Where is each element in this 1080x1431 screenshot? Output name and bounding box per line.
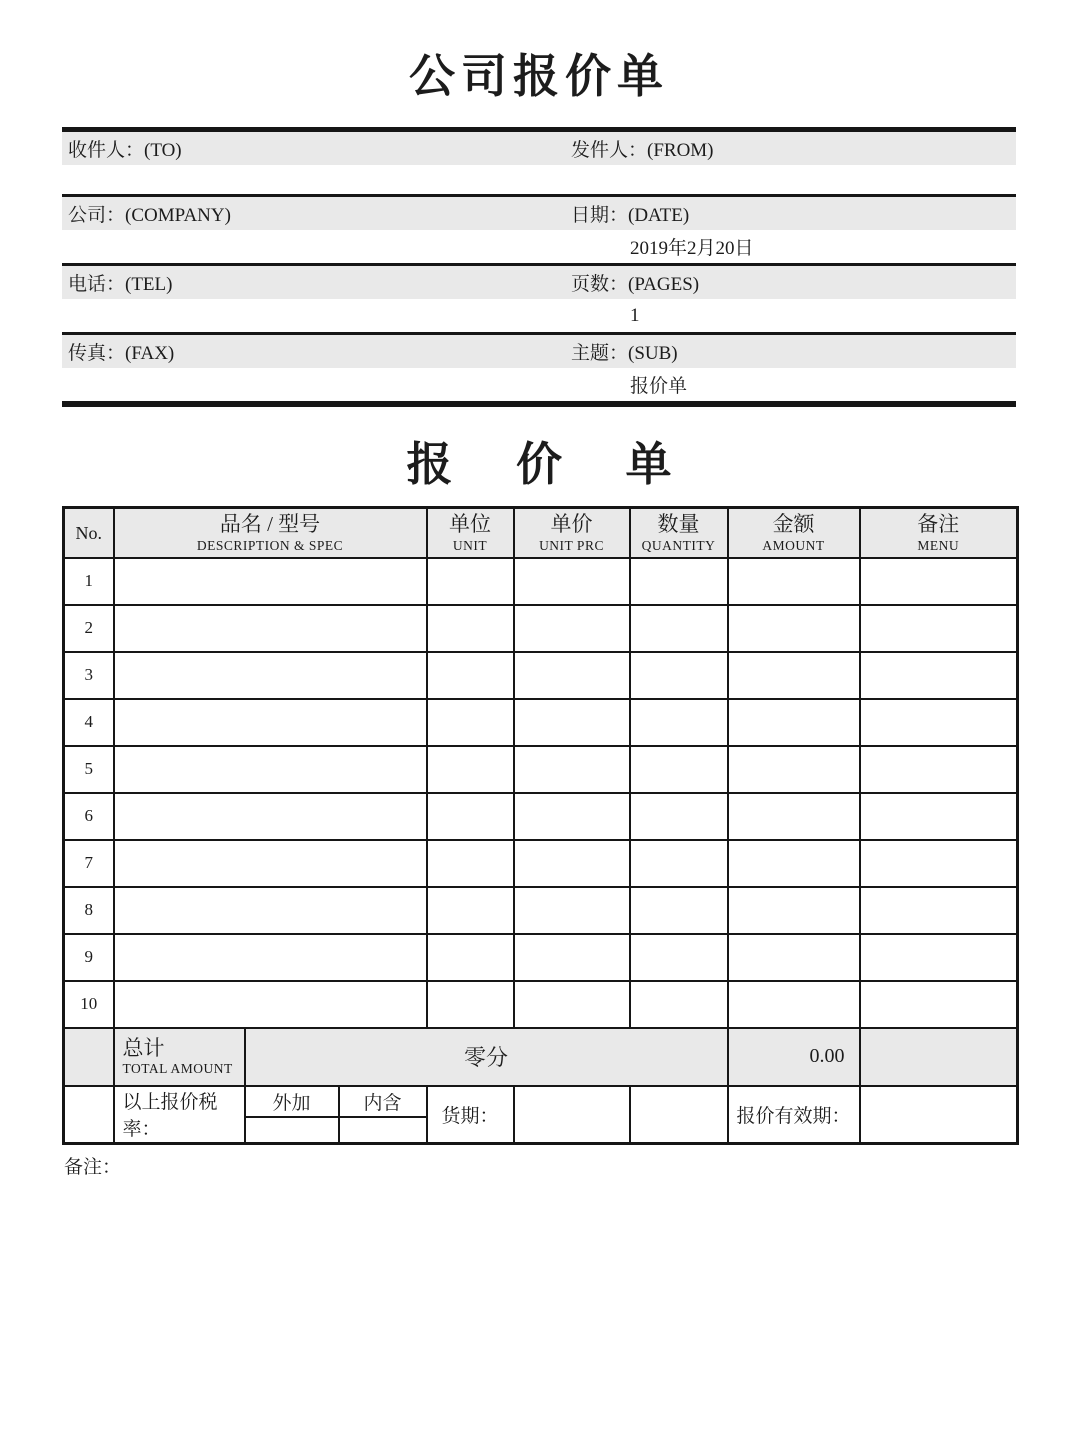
table-row <box>64 793 1018 840</box>
cell-quantity[interactable] <box>630 981 728 1028</box>
total-row-memo-cell <box>860 1028 1018 1086</box>
to-label: 收件人：(TO) <box>68 140 182 161</box>
header-row-tel-pages-values <box>62 299 1016 332</box>
total-label-zh: 总计 <box>122 1036 165 1060</box>
header-row-company-date-values <box>62 230 1016 263</box>
col-header-no <box>64 508 114 558</box>
col-header-unit: 单位 UNIT <box>427 508 514 558</box>
tax-extra-value[interactable] <box>246 1118 338 1142</box>
pages-label: 页数：(PAGES) <box>571 274 700 295</box>
date-value[interactable]: 2019年2月20日 <box>630 238 754 259</box>
cell-unit-price[interactable] <box>514 981 630 1028</box>
total-label-en: TOTAL AMOUNT <box>122 1061 233 1076</box>
cell-unit-price[interactable] <box>514 605 630 652</box>
cell-unit-price[interactable] <box>514 558 630 605</box>
row-number: 8 <box>64 887 114 934</box>
date-label: 日期：(DATE) <box>571 205 690 226</box>
cell-description[interactable] <box>114 699 427 746</box>
row-number: 6 <box>64 793 114 840</box>
cell-memo[interactable] <box>860 840 1018 887</box>
row-number: 10 <box>64 981 114 1028</box>
row-number: 5 <box>64 746 114 793</box>
cell-amount[interactable] <box>728 558 860 605</box>
col-header-amount: 金额 AMOUNT <box>728 508 860 558</box>
cell-amount[interactable] <box>728 793 860 840</box>
cell-unit-price[interactable] <box>514 699 630 746</box>
fax-label: 传真：(FAX) <box>68 343 175 364</box>
cell-amount[interactable] <box>728 934 860 981</box>
cell-quantity[interactable] <box>630 652 728 699</box>
table-header-row <box>64 508 1018 558</box>
cell-memo[interactable] <box>860 652 1018 699</box>
cell-unit[interactable] <box>427 934 514 981</box>
quotation-sheet <box>62 0 1016 1179</box>
col-header-unit-price: 单价 UNIT PRC <box>514 508 630 558</box>
cell-unit[interactable] <box>427 605 514 652</box>
cell-unit[interactable] <box>427 887 514 934</box>
table-row <box>64 746 1018 793</box>
col-header-no-label: No. <box>75 522 102 543</box>
cell-description[interactable] <box>114 652 427 699</box>
cell-amount[interactable] <box>728 699 860 746</box>
cell-unit-price[interactable] <box>514 652 630 699</box>
quotation-table <box>62 506 1019 1145</box>
cell-unit[interactable] <box>427 981 514 1028</box>
cell-description[interactable] <box>114 981 427 1028</box>
cell-amount[interactable] <box>728 981 860 1028</box>
cell-quantity[interactable] <box>630 793 728 840</box>
table-row <box>64 887 1018 934</box>
tax-row-spacer <box>64 1086 114 1144</box>
page-title: 公司报价单 <box>409 51 669 102</box>
total-row <box>64 1028 1018 1086</box>
cell-quantity[interactable] <box>630 887 728 934</box>
header-row-to-from-values <box>62 165 1016 194</box>
header-row-tel-pages <box>62 266 1016 299</box>
row-number: 2 <box>64 605 114 652</box>
delivery-label: 货期： <box>427 1086 514 1144</box>
table-row <box>64 605 1018 652</box>
col-header-description: 品名 / 型号 DESCRIPTION & SPEC <box>114 508 427 558</box>
cell-description[interactable] <box>114 746 427 793</box>
cell-unit[interactable] <box>427 652 514 699</box>
row-number: 7 <box>64 840 114 887</box>
sub-value[interactable]: 报价单 <box>630 376 688 397</box>
header-row-fax-sub-values <box>62 368 1016 401</box>
cell-memo[interactable] <box>860 934 1018 981</box>
cell-unit-price[interactable] <box>514 887 630 934</box>
tax-row-empty-cell[interactable] <box>630 1086 728 1144</box>
cell-memo[interactable] <box>860 605 1018 652</box>
tax-row <box>64 1086 1018 1144</box>
divider-double-bottom <box>62 401 1016 407</box>
cell-memo[interactable] <box>860 981 1018 1028</box>
cell-unit[interactable] <box>427 793 514 840</box>
header-row-to-from <box>62 132 1016 165</box>
cell-unit[interactable] <box>427 840 514 887</box>
cell-memo[interactable] <box>860 699 1018 746</box>
cell-amount[interactable] <box>728 887 860 934</box>
tax-included-cell <box>339 1086 427 1144</box>
col-header-quantity: 数量 QUANTITY <box>630 508 728 558</box>
tax-rate-label: 以上报价税率： <box>114 1086 245 1144</box>
header-row-fax-sub <box>62 335 1016 368</box>
cell-amount[interactable] <box>728 840 860 887</box>
cell-memo[interactable] <box>860 558 1018 605</box>
validity-value[interactable] <box>860 1086 1018 1144</box>
cell-unit[interactable] <box>427 699 514 746</box>
cell-quantity[interactable] <box>630 934 728 981</box>
cell-quantity[interactable] <box>630 840 728 887</box>
tax-included-label[interactable]: 内含 <box>340 1087 426 1118</box>
sub-label: 主题：(SUB) <box>571 343 678 364</box>
cell-description[interactable] <box>114 840 427 887</box>
cell-description[interactable] <box>114 558 427 605</box>
col-header-memo: 备注 MENU <box>860 508 1018 558</box>
cell-unit-price[interactable] <box>514 934 630 981</box>
cell-unit-price[interactable] <box>514 793 630 840</box>
notes-label: 备注： <box>64 1156 122 1178</box>
table-row <box>64 934 1018 981</box>
table-row <box>64 699 1018 746</box>
cell-amount[interactable] <box>728 605 860 652</box>
table-row <box>64 652 1018 699</box>
total-amount-in-words: 零分 <box>245 1028 728 1086</box>
row-number: 1 <box>64 558 114 605</box>
cell-quantity[interactable] <box>630 558 728 605</box>
pages-value[interactable]: 1 <box>630 304 640 326</box>
cell-unit-price[interactable] <box>514 840 630 887</box>
cell-amount[interactable] <box>728 746 860 793</box>
cell-description[interactable] <box>114 887 427 934</box>
cell-quantity[interactable] <box>630 699 728 746</box>
table-row <box>64 558 1018 605</box>
table-row <box>64 840 1018 887</box>
tax-extra-label[interactable]: 外加 <box>246 1087 338 1118</box>
total-label-cell <box>114 1028 245 1086</box>
section-title: 报 价 单 <box>406 439 698 490</box>
cell-unit-price[interactable] <box>514 746 630 793</box>
cell-memo[interactable] <box>860 746 1018 793</box>
header-row-company-date <box>62 197 1016 230</box>
from-label: 发件人：(FROM) <box>571 140 714 161</box>
cell-memo[interactable] <box>860 887 1018 934</box>
cell-description[interactable] <box>114 793 427 840</box>
row-number: 4 <box>64 699 114 746</box>
cell-unit[interactable] <box>427 558 514 605</box>
tax-extra-cell <box>245 1086 339 1144</box>
tel-label: 电话：(TEL) <box>68 274 173 295</box>
delivery-value[interactable] <box>514 1086 630 1144</box>
cell-description[interactable] <box>114 934 427 981</box>
cell-quantity[interactable] <box>630 746 728 793</box>
cell-unit[interactable] <box>427 746 514 793</box>
cell-memo[interactable] <box>860 793 1018 840</box>
cell-amount[interactable] <box>728 652 860 699</box>
tax-included-value[interactable] <box>340 1118 426 1142</box>
cell-description[interactable] <box>114 605 427 652</box>
company-label: 公司：(COMPANY) <box>68 205 231 226</box>
validity-label: 报价有效期： <box>728 1086 860 1144</box>
total-row-spacer <box>64 1028 114 1086</box>
table-row <box>64 981 1018 1028</box>
row-number: 3 <box>64 652 114 699</box>
cell-quantity[interactable] <box>630 605 728 652</box>
row-number: 9 <box>64 934 114 981</box>
total-amount-value: 0.00 <box>728 1028 860 1086</box>
